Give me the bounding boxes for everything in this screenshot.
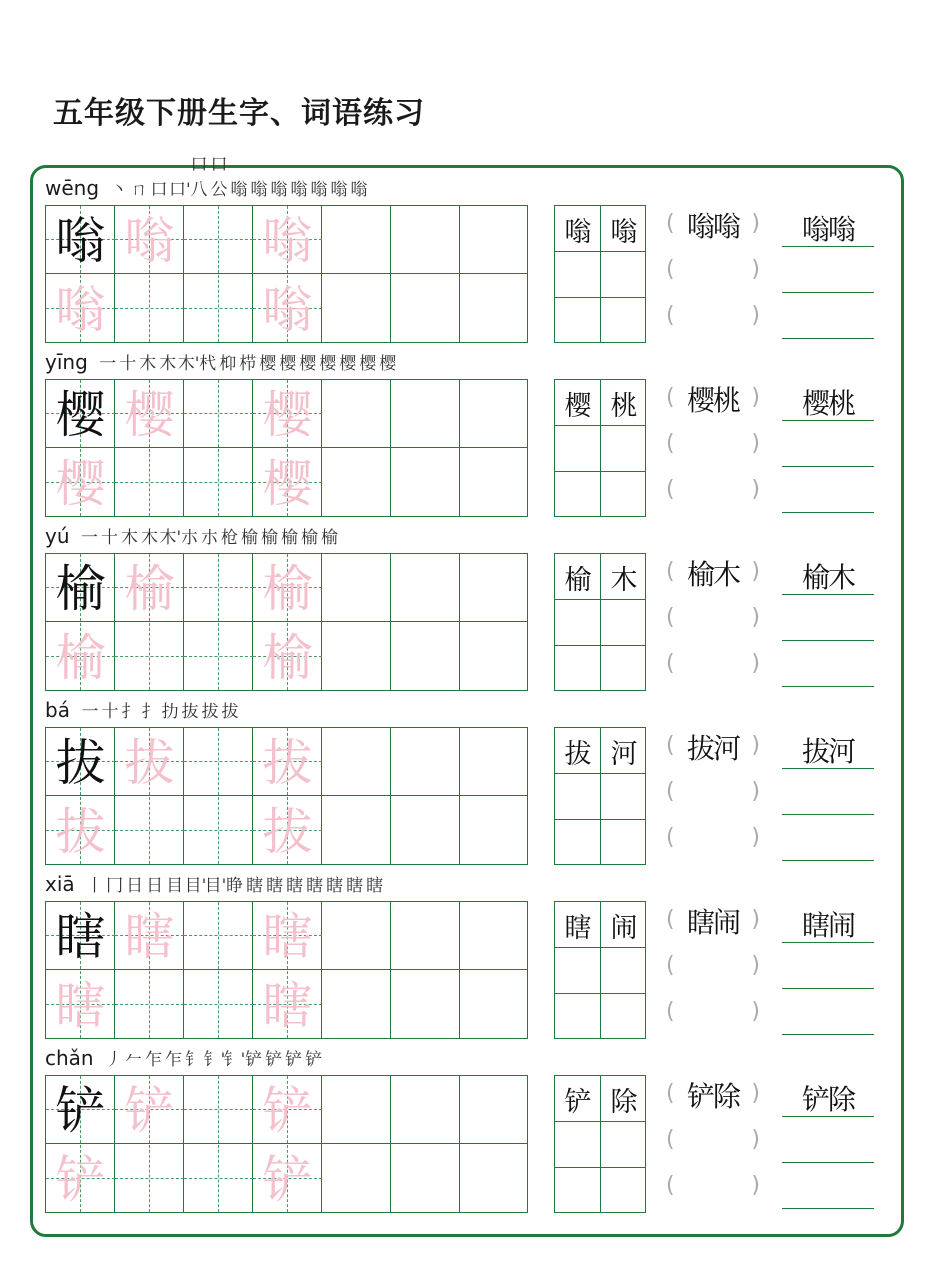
paren-blank[interactable]: ( ) <box>666 605 760 630</box>
stroke-step: 口 <box>150 180 168 200</box>
underline-word: 瞎闹 <box>801 909 854 942</box>
trace-char: 嗡 <box>55 280 106 339</box>
paren-blank: ( ) 樱桃 <box>666 379 760 419</box>
paren-word: 樱桃 <box>686 384 739 417</box>
trace-char: 嗡 <box>124 211 175 270</box>
paren-blank[interactable]: ( ) <box>666 1173 760 1198</box>
stroke-step: 日 <box>146 876 164 896</box>
trace-char: 铲 <box>124 1081 175 1140</box>
writing-line[interactable] <box>782 988 874 989</box>
word-char-1: 瞎 <box>564 912 592 944</box>
pinyin: yú <box>45 524 70 548</box>
writing-line[interactable] <box>782 640 874 641</box>
word-char-2: 除 <box>610 1086 638 1118</box>
stroke-step: 嗡 <box>310 180 328 200</box>
stroke-step: 十 <box>119 354 137 374</box>
char-section <box>0 692 950 866</box>
stroke-step: 朩 <box>201 528 219 548</box>
stroke-step: 樱 <box>339 354 357 374</box>
pinyin: xiā <box>45 872 75 896</box>
paren-blank[interactable]: ( ) <box>666 999 760 1024</box>
stroke-order <box>80 697 240 722</box>
writing-line[interactable] <box>782 420 874 421</box>
trace-char: 拔 <box>124 733 175 792</box>
paren-blank[interactable]: ( ) <box>666 477 760 502</box>
word-char-1: 嗡 <box>564 216 592 248</box>
stroke-step: 抜 <box>181 702 199 722</box>
stroke-step: 瞎 <box>286 876 304 896</box>
model-char: 瞎 <box>55 907 106 966</box>
paren-word: 拔河 <box>686 732 739 765</box>
writing-line[interactable] <box>782 512 874 513</box>
stroke-step: 一 <box>81 528 99 548</box>
stroke-order <box>104 1045 324 1070</box>
stroke-step: 樱 <box>319 354 337 374</box>
writing-line[interactable] <box>782 768 874 769</box>
paren-blank: ( ) 嗡嗡 <box>666 205 760 245</box>
paren-word: 嗡嗡 <box>686 210 739 243</box>
trace-char: 瞎 <box>124 907 175 966</box>
paren-blank: ( ) 瞎闹 <box>666 901 760 941</box>
trace-char: 榆 <box>262 559 313 618</box>
stroke-step: 口公 <box>210 155 228 200</box>
trace-char: 樱 <box>55 454 106 513</box>
stroke-step: 榆 <box>301 528 319 548</box>
writing-line[interactable] <box>782 1034 874 1035</box>
underline-word: 榆木 <box>801 561 854 594</box>
writing-line[interactable] <box>782 860 874 861</box>
pinyin-row <box>45 155 369 200</box>
stroke-step: 榆 <box>321 528 339 548</box>
writing-line[interactable] <box>782 466 874 467</box>
stroke-step: 日 <box>126 876 144 896</box>
paren-word: 瞎闹 <box>686 906 739 939</box>
stroke-step: 榆 <box>241 528 259 548</box>
paren-blank[interactable]: ( ) <box>666 1127 760 1152</box>
paren-blank[interactable]: ( ) <box>666 953 760 978</box>
stroke-step: 嗡 <box>250 180 268 200</box>
stroke-step: 木 <box>139 354 157 374</box>
paren-blank: ( ) 榆木 <box>666 553 760 593</box>
char-section <box>0 518 950 692</box>
trace-char: 榆 <box>55 628 106 687</box>
stroke-step: 瞎 <box>326 876 344 896</box>
stroke-step: 扐 <box>161 702 179 722</box>
stroke-step: 冂 <box>106 876 124 896</box>
stroke-step: 嗡 <box>230 180 248 200</box>
underline-word: 拔河 <box>801 735 854 768</box>
paren-blank: ( ) 拔河 <box>666 727 760 767</box>
writing-line[interactable] <box>782 246 874 247</box>
stroke-step: 瞎 <box>366 876 384 896</box>
char-section <box>0 866 950 1040</box>
stroke-step: 十 <box>101 702 119 722</box>
trace-char: 拔 <box>262 802 313 861</box>
pinyin: yīng <box>45 350 88 374</box>
trace-char: 拔 <box>262 733 313 792</box>
stroke-step: 一 <box>81 702 99 722</box>
pinyin: wēng <box>45 176 100 200</box>
pinyin: chǎn <box>45 1046 94 1070</box>
word-grid[interactable] <box>554 205 646 343</box>
word-grid[interactable] <box>554 1075 646 1213</box>
pinyin: bá <box>45 698 70 722</box>
char-section <box>0 344 950 518</box>
practice-grid[interactable] <box>45 901 528 1039</box>
word-char-2: 桃 <box>610 390 638 422</box>
writing-line[interactable] <box>782 338 874 339</box>
word-grid[interactable] <box>554 727 646 865</box>
stroke-step: 钅 <box>185 1050 203 1070</box>
paren-blank[interactable]: ( ) <box>666 651 760 676</box>
writing-line[interactable] <box>782 942 874 943</box>
stroke-step: 钅' <box>203 1050 226 1070</box>
stroke-step: 乍 <box>145 1050 163 1070</box>
stroke-step: 铲 <box>305 1050 323 1070</box>
word-char-2: 嗡 <box>610 216 638 248</box>
word-grid[interactable] <box>554 553 646 691</box>
stroke-step: ㄇ <box>130 180 148 200</box>
stroke-step: 木 <box>141 528 159 548</box>
pinyin-row <box>45 344 398 374</box>
stroke-step: 樱 <box>379 354 397 374</box>
stroke-step: 瞎 <box>306 876 324 896</box>
model-char: 拔 <box>55 733 106 792</box>
stroke-step: 樱 <box>259 354 277 374</box>
stroke-step: 木' <box>177 354 200 374</box>
paren-blank[interactable]: ( ) <box>666 303 760 328</box>
trace-char: 榆 <box>262 628 313 687</box>
stroke-step: 榆 <box>281 528 299 548</box>
stroke-step: 木' <box>159 528 182 548</box>
trace-char: 拔 <box>55 802 106 861</box>
trace-char: 铲 <box>55 1150 106 1209</box>
word-char-2: 河 <box>610 738 638 770</box>
stroke-step: 瞎 <box>346 876 364 896</box>
trace-char: 铲 <box>262 1081 313 1140</box>
stroke-order <box>109 150 369 200</box>
stroke-step: 木 <box>159 354 177 374</box>
char-section <box>0 1040 950 1214</box>
trace-char: 榆 <box>124 559 175 618</box>
writing-line[interactable] <box>782 1208 874 1209</box>
pinyin-row <box>45 866 385 896</box>
paren-word: 铲除 <box>686 1080 739 1113</box>
char-section <box>0 155 950 344</box>
stroke-step: 朩 <box>181 528 199 548</box>
underline-word: 樱桃 <box>801 387 854 420</box>
stroke-step: 扌 <box>141 702 159 722</box>
stroke-step: 目 <box>166 876 184 896</box>
practice-grid[interactable] <box>45 1075 528 1213</box>
stroke-step: 枊 <box>219 354 237 374</box>
model-char: 榆 <box>55 559 106 618</box>
trace-char: 瞎 <box>262 976 313 1035</box>
stroke-step: 嗡 <box>270 180 288 200</box>
trace-char: 瞎 <box>262 907 313 966</box>
model-char: 嗡 <box>55 211 106 270</box>
trace-char: 樱 <box>124 385 175 444</box>
stroke-step: 丶 <box>110 180 128 200</box>
writing-line[interactable] <box>782 814 874 815</box>
writing-line[interactable] <box>782 292 874 293</box>
trace-char: 铲 <box>262 1150 313 1209</box>
writing-line[interactable] <box>782 686 874 687</box>
word-char-2: 闹 <box>610 912 638 944</box>
paren-blank[interactable]: ( ) <box>666 431 760 456</box>
stroke-step: 目' <box>204 876 227 896</box>
stroke-order <box>85 871 385 896</box>
paren-word: 榆木 <box>686 558 739 591</box>
word-char-1: 铲 <box>564 1086 592 1118</box>
stroke-step: 嗡 <box>290 180 308 200</box>
stroke-step: 睁 <box>226 876 244 896</box>
stroke-step: 铲 <box>245 1050 263 1070</box>
stroke-step: 樱 <box>279 354 297 374</box>
stroke-step: 瞎 <box>266 876 284 896</box>
stroke-step: 枪 <box>221 528 239 548</box>
word-char-1: 榆 <box>564 564 592 596</box>
underline-word: 铲除 <box>801 1083 854 1116</box>
practice-grid[interactable] <box>45 379 528 517</box>
word-char-1: 樱 <box>564 390 592 422</box>
pinyin-row <box>45 692 240 722</box>
paren-blank: ( ) 铲除 <box>666 1075 760 1115</box>
stroke-step: 钅' <box>223 1050 246 1070</box>
word-grid[interactable] <box>554 379 646 517</box>
stroke-step: 丿 <box>105 1050 123 1070</box>
model-char: 樱 <box>55 385 106 444</box>
stroke-step: 口八 <box>190 155 208 200</box>
pinyin-row <box>45 518 340 548</box>
paren-blank[interactable]: ( ) <box>666 825 760 850</box>
stroke-step: 口' <box>169 180 191 200</box>
writing-line[interactable] <box>782 1116 874 1117</box>
stroke-step: 榆 <box>261 528 279 548</box>
underline-word: 嗡嗡 <box>801 213 854 246</box>
practice-grid[interactable] <box>45 205 528 343</box>
stroke-step: 栉 <box>239 354 257 374</box>
stroke-order <box>98 349 398 374</box>
model-char: 铲 <box>55 1081 106 1140</box>
stroke-step: 樱 <box>359 354 377 374</box>
stroke-order <box>80 523 340 548</box>
stroke-step: 嗡 <box>350 180 368 200</box>
stroke-step: 杙 <box>199 354 217 374</box>
stroke-step: 木 <box>121 528 139 548</box>
stroke-step: 丨 <box>86 876 104 896</box>
stroke-step: 乍 <box>165 1050 183 1070</box>
stroke-step: 嗡 <box>330 180 348 200</box>
stroke-step: 一 <box>99 354 117 374</box>
writing-line[interactable] <box>782 594 874 595</box>
stroke-step: 扌 <box>121 702 139 722</box>
stroke-step: 铲 <box>265 1050 283 1070</box>
page-title: 五年级下册生字、词语练习 <box>53 96 425 131</box>
stroke-step: 拔 <box>221 702 239 722</box>
stroke-step: 十 <box>101 528 119 548</box>
stroke-step: 铲 <box>285 1050 303 1070</box>
stroke-step: 瞎 <box>246 876 264 896</box>
word-char-1: 拔 <box>564 738 592 770</box>
stroke-step: 拔 <box>201 702 219 722</box>
stroke-step: 樱 <box>299 354 317 374</box>
stroke-step: 目' <box>184 876 207 896</box>
pinyin-row <box>45 1040 324 1070</box>
writing-line[interactable] <box>782 1162 874 1163</box>
word-char-2: 木 <box>610 564 638 596</box>
stroke-step: 𠂉 <box>125 1050 143 1070</box>
practice-grid[interactable] <box>45 553 528 691</box>
paren-blank[interactable]: ( ) <box>666 779 760 804</box>
trace-char: 嗡 <box>262 280 313 339</box>
trace-char: 嗡 <box>262 211 313 270</box>
trace-char: 瞎 <box>55 976 106 1035</box>
trace-char: 樱 <box>262 454 313 513</box>
paren-blank[interactable]: ( ) <box>666 257 760 282</box>
word-grid[interactable] <box>554 901 646 1039</box>
trace-char: 樱 <box>262 385 313 444</box>
practice-grid[interactable] <box>45 727 528 865</box>
